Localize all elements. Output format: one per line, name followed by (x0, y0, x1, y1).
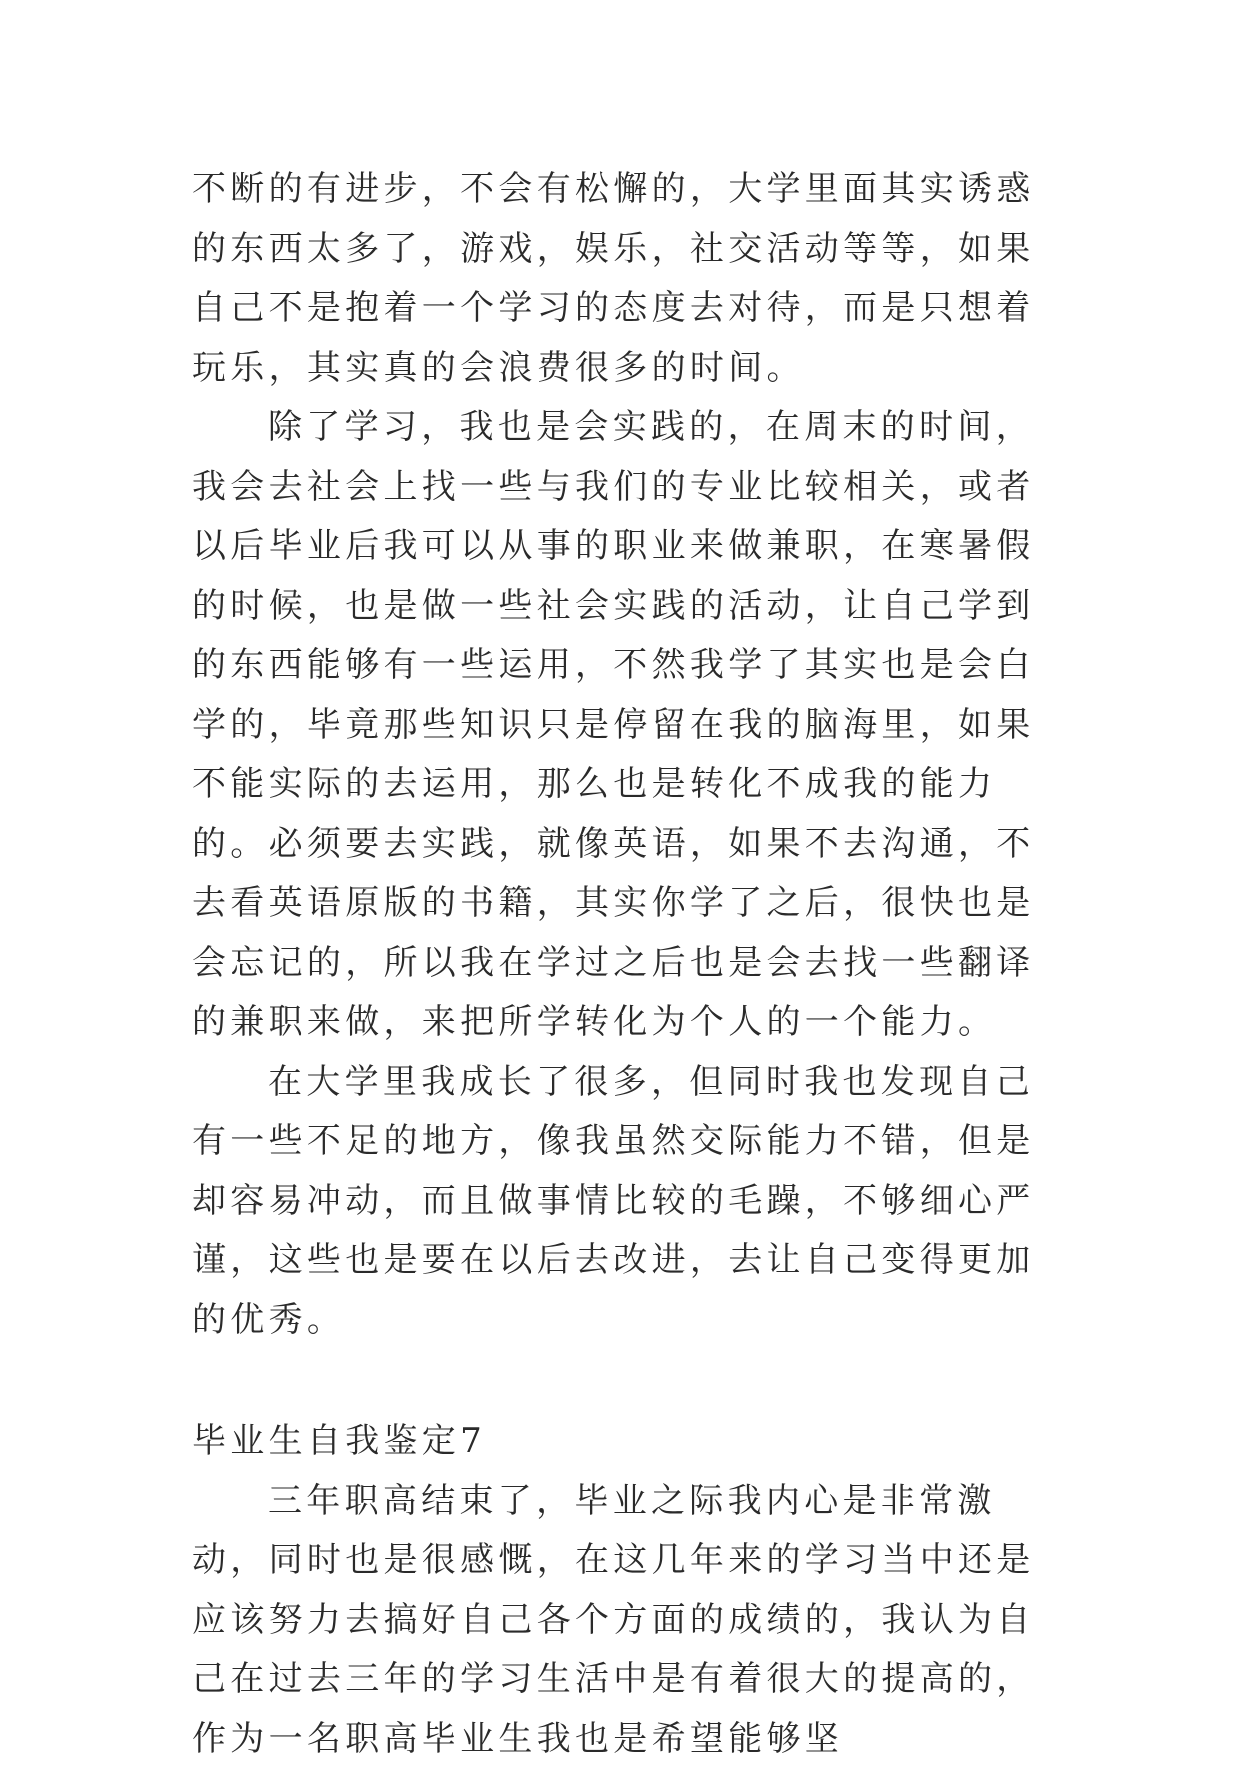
paragraph-continuation: 不断的有进步，不会有松懈的，大学里面其实诱惑的东西太多了，游戏，娱乐，社交活动等等，如果自己不是抱着一个学习的态度去对待，而是只想着玩乐，其实真的会浪费很多的时间。 (192, 160, 1052, 398)
paragraph-growth: 在大学里我成长了很多，但同时我也发现自己有一些不足的地方，像我虽然交际能力不错，但是却容易冲动，而且做事情比较的毛躁，不够细心严谨，这些也是要在以后去改进，去让自己变得更加的优秀。 (192, 1053, 1052, 1351)
paragraph-practice: 除了学习，我也是会实践的，在周末的时间，我会去社会上找一些与我们的专业比较相关，或者以后毕业后我可以从事的职业来做兼职，在寒暑假的时候，也是做一些社会实践的活动，让自己学到的东西能够有一些运用，不然我学了其实也是会白学的，毕竟那些知识只是停留在我的脑海里，如果不能实际的去运用，那么也是转化不成我的能力的。必须要去实践，就像英语，如果不去沟通，不去看英语原版的书籍，其实你学了之后，很快也是会忘记的，所以我在学过之后也是会去找一些翻译的兼职来做，来把所学转化为个人的一个能力。 (192, 398, 1052, 1053)
paragraph-vocational: 三年职高结束了，毕业之际我内心是非常激动，同时也是很感慨，在这几年来的学习当中还是应该努力去搞好自己各个方面的成绩的，我认为自己在过去三年的学习生活中是有着很大的提高的，作为一名职高毕业生我也是希望能够坚 (192, 1472, 1052, 1769)
document-body (192, 160, 1052, 1769)
section-heading: 毕业生自我鉴定7 (192, 1412, 1052, 1472)
